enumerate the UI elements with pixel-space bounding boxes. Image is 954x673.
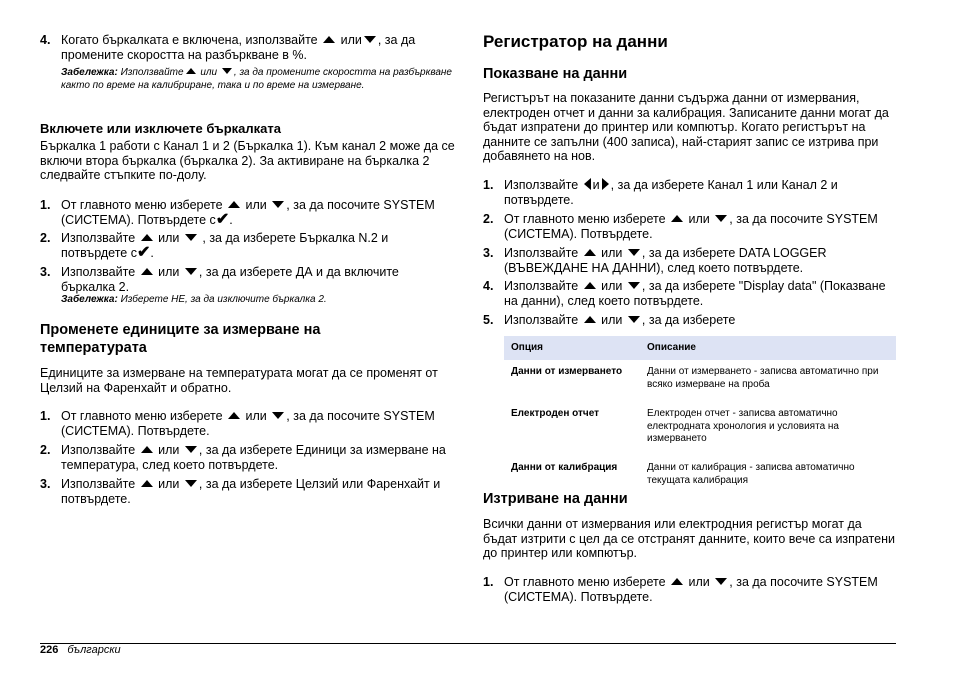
arrow-down-icon bbox=[272, 412, 284, 419]
footer-language: български bbox=[67, 644, 121, 656]
step-text: Използвайте bbox=[61, 477, 136, 491]
and-text: и bbox=[592, 178, 600, 192]
or-text: или bbox=[601, 246, 623, 260]
step-number: 1. bbox=[483, 575, 494, 589]
step-text: Използвайте bbox=[504, 279, 579, 293]
step-4 bbox=[40, 33, 455, 62]
step-number: 4. bbox=[483, 279, 494, 293]
check-icon: ✔ bbox=[215, 210, 230, 228]
step-end: . bbox=[229, 212, 233, 227]
step-text: От главното меню изберете bbox=[61, 198, 223, 212]
or-text: или bbox=[340, 33, 362, 47]
table-row bbox=[504, 360, 896, 402]
step-text: От главното меню изберете bbox=[61, 409, 223, 423]
stirrer-paragraph: Бъркалка 1 работи с Канал 1 и 2 (Бъркалка 1). Към канал 2 може да се включи втора бъркалка (бъркалка 2). За активиране на бъркалка 2 следвайте стъпките по-долу. bbox=[40, 139, 455, 183]
step-text-end: , за да изберете ДА и да включите бъркалка 2. bbox=[61, 265, 399, 294]
step-end: . bbox=[150, 245, 154, 260]
show-step-5 bbox=[483, 313, 898, 328]
table-cell-option: Данни от измерването bbox=[511, 366, 623, 378]
arrow-down-icon bbox=[185, 268, 197, 275]
step-number: 1. bbox=[40, 409, 51, 423]
arrow-up-icon bbox=[323, 36, 335, 43]
arrow-down-icon bbox=[628, 249, 640, 256]
step-text-end: , за да посочите SYSTEM (СИСТЕМА). Потвърдете с bbox=[61, 198, 435, 227]
delete-data-heading: Изтриване на данни bbox=[483, 491, 628, 507]
table-cell-description: Електроден отчет - записва автоматично електродната хронология и условията на измерването bbox=[647, 408, 839, 445]
arrow-down-icon bbox=[628, 282, 640, 289]
show-data-paragraph: Регистърът на показаните данни съдържа данни от измервания, електроден отчет и данни за калибрация. Записаните данни могат да бъдат изпратени до принтер или компютър. Когато регистърът на данните се запълни (400 записа), най-старият запис се изтрива при добавянето на нов. bbox=[483, 91, 889, 164]
arrow-right-icon bbox=[602, 178, 609, 190]
check-icon: ✔ bbox=[136, 243, 151, 261]
arrow-down-icon bbox=[185, 446, 197, 453]
step-text: От главното меню изберете bbox=[504, 575, 666, 589]
arrow-down-icon bbox=[185, 234, 197, 241]
arrow-down-icon bbox=[272, 201, 284, 208]
table-header-description: Описание bbox=[640, 336, 896, 360]
step-text-end: , за да изберете Бъркалка N.2 и потвърдете с bbox=[61, 231, 389, 260]
arrow-up-icon bbox=[228, 201, 240, 208]
options-table bbox=[504, 336, 896, 498]
arrow-down-icon bbox=[628, 316, 640, 323]
arrow-up-icon bbox=[671, 215, 683, 222]
table-cell-option: Данни от калибрация bbox=[511, 462, 618, 474]
arrow-left-icon bbox=[584, 178, 591, 190]
step-text: Използвайте bbox=[504, 246, 579, 260]
step-number: 1. bbox=[483, 178, 494, 192]
show-step-3 bbox=[483, 246, 898, 275]
stirrer-heading: Включете или изключете бъркалката bbox=[40, 121, 281, 136]
step-number: 3. bbox=[40, 265, 51, 279]
step-text-end: , за да посочите SYSTEM (СИСТЕМА). Потвърдете. bbox=[504, 212, 878, 241]
or-text: или bbox=[158, 265, 180, 279]
note-text: Изберете НЕ, за да изключите бъркалка 2. bbox=[120, 294, 327, 305]
table-cell-description: Данни от измерването - записва автоматично при всяко измерване на проба bbox=[647, 366, 879, 390]
table-header-row bbox=[504, 336, 896, 360]
arrow-up-icon bbox=[141, 268, 153, 275]
step-text: Използвайте bbox=[61, 265, 136, 279]
stirrer-step-1 bbox=[40, 198, 455, 227]
show-data-heading: Показване на данни bbox=[483, 66, 628, 82]
note-1 bbox=[61, 67, 455, 92]
step-text-end: , за да изберете Целзий или Фаренхайт и потвърдете. bbox=[61, 477, 441, 506]
temperature-heading: Променете единиците за измерване на температурата bbox=[40, 322, 321, 356]
or-text: или bbox=[245, 409, 267, 423]
step-number: 2. bbox=[40, 443, 51, 457]
or-text: или bbox=[200, 67, 218, 78]
data-logger-heading: Регистратор на данни bbox=[483, 32, 668, 51]
step-text-end: , за да изберете Единици за измерване на температура, след което потвърдете. bbox=[61, 443, 446, 472]
step-text: Когато бъркалката е включена, използвайте bbox=[61, 33, 318, 47]
temp-step-3 bbox=[40, 477, 455, 506]
or-text: или bbox=[601, 279, 623, 293]
step-number: 4. bbox=[40, 33, 51, 47]
or-text: или bbox=[158, 443, 180, 457]
footer-divider bbox=[40, 643, 896, 644]
show-step-2 bbox=[483, 212, 898, 241]
stirrer-step-2 bbox=[40, 231, 455, 260]
arrow-down-icon bbox=[364, 36, 376, 43]
table-header-option: Опция bbox=[504, 336, 640, 360]
stirrer-step-3 bbox=[40, 265, 455, 294]
page-number: 226 bbox=[40, 644, 59, 656]
table-cell-option: Електроден отчет bbox=[511, 408, 600, 420]
step-text-end: , за да изберете bbox=[641, 313, 736, 327]
step-text-end: , за да посочите SYSTEM (СИСТЕМА). Потвърдете. bbox=[504, 575, 878, 604]
note-label: Забележка: bbox=[61, 294, 118, 305]
show-step-1 bbox=[483, 178, 898, 207]
step-number: 5. bbox=[483, 313, 494, 327]
table-cell-description: Данни от калибрация - записва автоматично текущата калибрация bbox=[647, 462, 855, 486]
arrow-up-icon bbox=[584, 316, 596, 323]
step-text-end: , за да посочите SYSTEM (СИСТЕМА). Потвърдете. bbox=[61, 409, 435, 438]
arrow-down-icon bbox=[222, 68, 232, 74]
note-2 bbox=[61, 294, 455, 307]
arrow-up-icon bbox=[186, 68, 196, 74]
temp-step-1 bbox=[40, 409, 455, 438]
show-step-4 bbox=[483, 279, 898, 308]
step-number: 3. bbox=[40, 477, 51, 491]
or-text: или bbox=[688, 575, 710, 589]
arrow-down-icon bbox=[715, 578, 727, 585]
or-text: или bbox=[688, 212, 710, 226]
arrow-up-icon bbox=[141, 446, 153, 453]
step-text: Използвайте bbox=[61, 231, 136, 245]
or-text: или bbox=[158, 231, 180, 245]
arrow-up-icon bbox=[671, 578, 683, 585]
delete-data-paragraph: Всички данни от измервания или електродния регистър могат да бъдат изтрити с цел да се отстранят данните, които вече са изпратени до принтер или компютър. bbox=[483, 517, 895, 561]
arrow-down-icon bbox=[185, 480, 197, 487]
arrow-up-icon bbox=[141, 480, 153, 487]
or-text: или bbox=[158, 477, 180, 491]
temp-step-2 bbox=[40, 443, 455, 472]
step-text: От главното меню изберете bbox=[504, 212, 666, 226]
arrow-up-icon bbox=[228, 412, 240, 419]
or-text: или bbox=[601, 313, 623, 327]
step-number: 1. bbox=[40, 198, 51, 212]
or-text: или bbox=[245, 198, 267, 212]
arrow-up-icon bbox=[584, 249, 596, 256]
step-text: Използвайте bbox=[504, 313, 579, 327]
table-row bbox=[504, 402, 896, 456]
step-text: Използвайте bbox=[504, 178, 579, 192]
step-number: 2. bbox=[483, 212, 494, 226]
page-footer bbox=[40, 644, 121, 656]
note-label: Забележка: bbox=[61, 67, 118, 78]
arrow-up-icon bbox=[584, 282, 596, 289]
note-text-end: , за да промените скоростта на разбъркване както по време на калибриране, така и по време на измерване. bbox=[61, 67, 452, 91]
step-text-end: , за да изберете Канал 1 или Канал 2 и потвърдете. bbox=[504, 178, 838, 207]
step-number: 3. bbox=[483, 246, 494, 260]
step-number: 2. bbox=[40, 231, 51, 245]
step-text-end: , за да изберете "Display data" (Показване на данни), след което потвърдете. bbox=[504, 279, 886, 308]
note-text: Използвайте bbox=[120, 67, 184, 78]
delete-step-1 bbox=[483, 575, 898, 604]
step-text-end: , за да промените скоростта на разбъркване в %. bbox=[61, 33, 416, 62]
arrow-down-icon bbox=[715, 215, 727, 222]
arrow-up-icon bbox=[141, 234, 153, 241]
step-text: Използвайте bbox=[61, 443, 136, 457]
temperature-paragraph: Единиците за измерване на температурата могат да се променят от Целзий на Фаренхайт и обратно. bbox=[40, 366, 438, 395]
step-text-end: , за да изберете DATA LOGGER (ВЪВЕЖДАНЕ НА ДАННИ), след което потвърдете. bbox=[504, 246, 827, 275]
